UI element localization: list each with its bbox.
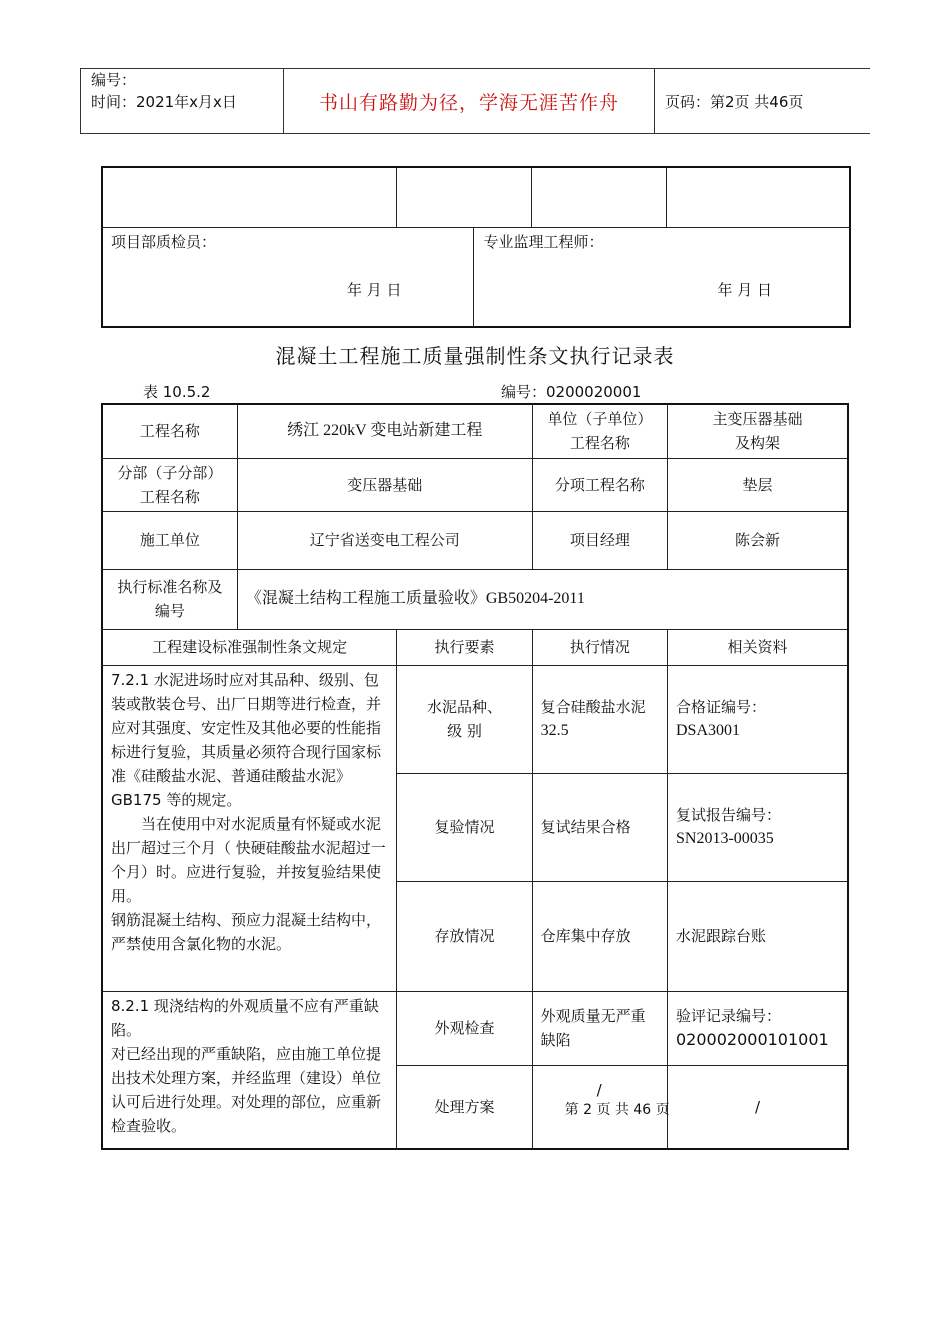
- blank-cell: [396, 167, 531, 227]
- blank-cell: [531, 167, 666, 227]
- status-cell: [532, 773, 667, 881]
- col-docs: 相关资料: [668, 629, 849, 665]
- project-name-label: 工程名称: [102, 404, 237, 458]
- document-number: 编号：0200020001: [501, 383, 642, 401]
- docs-cell: [668, 773, 849, 881]
- blank-cell: [666, 167, 850, 227]
- docs-cell: /: [668, 1065, 849, 1149]
- status-text: 复合硅酸盐水泥: [540, 698, 646, 716]
- element-cell: 存放情况: [397, 881, 532, 991]
- item-label: 分项工程名称: [532, 458, 667, 511]
- signature-table: [101, 166, 851, 328]
- col-element: 执行要素: [397, 629, 532, 665]
- manager-label: 项目经理: [532, 511, 667, 569]
- docs-cell: [668, 881, 849, 991]
- unit-label: 单位（子单位） 工程名称: [532, 404, 667, 458]
- col-status: 执行情况: [532, 629, 667, 665]
- docs-text: 验评记录编号：: [676, 1007, 782, 1025]
- status-cell: [532, 665, 667, 773]
- docs-number: SN2013-00035: [676, 830, 774, 847]
- standard-label: 执行标准名称及 编号: [102, 569, 237, 629]
- blank-cell: [102, 167, 396, 227]
- page-header: [80, 68, 870, 134]
- status-text: 仓库集中存放: [540, 927, 631, 945]
- docs-text: 水泥跟踪台账: [676, 927, 767, 945]
- qc-date: 年 月 日: [347, 280, 402, 299]
- project-name: 绣江 220kV 变电站新建工程: [237, 404, 532, 458]
- item-value: 垫层: [668, 458, 849, 511]
- table-number: 表 10.5.2: [143, 383, 211, 401]
- record-table: [101, 403, 849, 1150]
- sub-project-label: 分部（子分部） 工程名称: [102, 458, 237, 511]
- status-cell: [532, 881, 667, 991]
- header-meta: [81, 69, 283, 133]
- supervisor-sign-cell: [473, 227, 850, 327]
- docs-number: 020002000101001: [676, 1030, 829, 1049]
- page-footer: 第 2 页 共 46 页: [564, 1101, 670, 1118]
- element-cell: 处理方案: [397, 1065, 532, 1149]
- col-rule: 工程建设标准强制性条文规定: [102, 629, 397, 665]
- docs-cell: [668, 665, 849, 773]
- status-text: 复试结果合格: [540, 818, 631, 836]
- contractor-value: 辽宁省送变电工程公司: [237, 511, 532, 569]
- standard-value: 《混凝土结构工程施工质量验收》GB50204-2011: [237, 569, 848, 629]
- status-number: 32.5: [540, 722, 569, 739]
- motto: 书山有路勤为径，学海无涯苦作舟: [283, 69, 655, 133]
- status-cell: [532, 1065, 670, 1149]
- docs-text: 合格证编号：: [676, 698, 767, 716]
- number-label: 编号：: [91, 71, 137, 89]
- supervisor-label: 专业监理工程师：: [483, 232, 604, 251]
- sub-project-value: 变压器基础: [237, 458, 532, 511]
- element-cell: 复验情况: [397, 773, 532, 881]
- date-label: 时间：2021年x月x日: [91, 93, 237, 111]
- manager-value: 陈会新: [668, 511, 849, 569]
- supervisor-date: 年 月 日: [717, 280, 773, 299]
- element-cell: 水泥品种、 级 别: [397, 665, 532, 773]
- unit-value: 主变压器基础 及构架: [668, 404, 849, 458]
- page-info: 页码：第2页 共46页: [665, 92, 804, 111]
- status-text: /: [596, 1080, 602, 1099]
- element-cell: 外观检查: [397, 991, 532, 1065]
- rule-text: 8.2.1 现浇结构的外观质量不应有严重缺陷。 对已经出现的严重缺陷，应由施工单位提出技术处理方案，并经监理（建设）单位认可后进行处理。对处理的部位，应重新检查验收。: [102, 991, 397, 1149]
- status-cell: 外观质量无严重 缺陷: [532, 991, 667, 1065]
- docs-cell: [668, 991, 849, 1065]
- rule-text: 7.2.1 水泥进场时应对其品种、级别、包装或散装仓号、出厂日期等进行检查，并应对其强度、安定性及其他必要的性能指标进行复验，其质量必须符合现行国家标准《硅酸盐水泥、普通硅酸盐水泥》GB175 等的规定。 当在使用中对水泥质量有怀疑或水泥出厂超过三个月（ 快硬硅酸盐水泥超过一个月）时。应进行复验，并按复验结果使用。 钢筋混凝土结构、预应力混凝土结构中，严禁使用含氯化物的水泥。: [102, 665, 397, 991]
- page-title: 混凝土工程施工质量强制性条文执行记录表: [275, 344, 675, 368]
- qc-label: 项目部质检员：: [111, 232, 217, 251]
- qc-sign-cell: [102, 227, 473, 327]
- docs-text: 复试报告编号：: [676, 806, 782, 824]
- docs-number: DSA3001: [676, 722, 741, 739]
- contractor-label: 施工单位: [102, 511, 237, 569]
